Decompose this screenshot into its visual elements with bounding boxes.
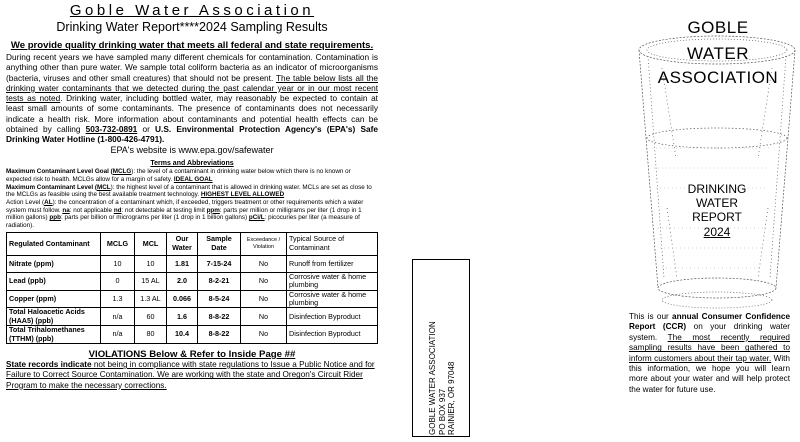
- org-title: Goble Water Association: [69, 2, 315, 19]
- cell-our-water: 0.066: [167, 290, 198, 308]
- col-header: MCLG: [101, 232, 135, 255]
- cell-violation: No: [241, 326, 287, 344]
- ccr-paragraph: This is our annual Consumer Confidence Report (CCR) on your drinking water system. The most recently required sampling results have been gathered to inform customers about their tap water. With this information, we hope you will learn more about your water and will help protect the water for future use.: [629, 312, 791, 394]
- cell-mclg: 1.3: [101, 290, 135, 308]
- mclg-definition: Maximum Contaminant Level Goal (MCLG): the level of a contaminant in drinking water below which there is no known or expected risk to health. MCLGs allow for a margin of safety. IDEAL GOAL: [6, 168, 351, 183]
- table-row: [7, 272, 378, 290]
- report-left-panel: [6, 2, 378, 391]
- table-row: [7, 326, 378, 344]
- epa-hotline: U.S. Environmental Protection Agency's (EPA's) Safe Drinking Water Hotline (1-800-426-4791).: [6, 124, 378, 145]
- quality-heading: We provide quality drinking water that meets all federal and state requirements.: [10, 40, 374, 51]
- address-line-2: PO BOX 937: [437, 388, 447, 435]
- col-header: Sample Date: [198, 232, 241, 255]
- cell-source: Disinfection Byproduct: [287, 308, 378, 326]
- intro-paragraph: During recent years we have sampled many different chemicals for contamination. Contamination is anything other than pure water. We sample total coliform bacteria as an indicator of microorganisms (bacteria, viruses and other small creatures) that should not be present. The table below lists all the drinking water contaminants that we detected during the past calendar year or in our most recent tests as noted. Drinking water, including bottled water, may reasonably be expected to contain at least small amounts of some contaminants. The presence of contaminants does not necessarily indicate a health risk. More information about contaminants and potential health effects can be obtained by calling 503-732-0891 or U.S. Environmental Protection Agency's (EPA's) Safe Drinking Water Hotline (1-800-426-4791).: [6, 52, 378, 145]
- cell-mcl: 10: [135, 255, 167, 272]
- cell-source: Corrosive water & home plumbing: [287, 290, 378, 308]
- results-table: [6, 232, 378, 344]
- mcl-definition: Maximum Contaminant Level (MCL): the highest level of a contaminant that is allowed in drinking water. MCLs are set as close to the MCLGs as feasible using the best available treatment technology. HIGHEST LEVEL ALLOWED: [6, 183, 372, 199]
- cell-violation: No: [241, 272, 287, 290]
- cell-contaminant: Total Haloacetic Acids (HAA5) (ppb): [7, 308, 101, 326]
- cell-contaminant: Copper (ppm): [7, 290, 101, 308]
- return-address: [428, 263, 457, 435]
- cell-sample-date: 8-5-24: [198, 290, 241, 308]
- table-row: [7, 308, 378, 326]
- col-header: Typical Source of Contaminant: [287, 232, 378, 255]
- cell-mclg: 0: [101, 272, 135, 290]
- cell-our-water: 1.81: [167, 255, 198, 272]
- col-header: Exceedance / Violation: [241, 232, 287, 255]
- cell-mcl: 80: [135, 326, 167, 344]
- cell-mclg: 10: [101, 255, 135, 272]
- cell-our-water: 1.6: [167, 308, 198, 326]
- cover-title-line-1: GOBLE: [687, 18, 749, 37]
- table-row: [7, 290, 378, 308]
- cell-our-water: 10.4: [167, 326, 198, 344]
- cover-panel: [612, 0, 800, 442]
- table-row: [7, 255, 378, 272]
- cell-sample-date: 8-2-21: [198, 272, 241, 290]
- cell-source: Corrosive water & home plumbing: [287, 272, 378, 290]
- cell-contaminant: Nitrate (ppm): [7, 255, 101, 272]
- cell-violation: No: [241, 290, 287, 308]
- cell-mcl: 15 AL: [135, 272, 167, 290]
- violations-title: VIOLATIONS Below & Refer to Inside Page ##: [88, 349, 296, 361]
- cover-title-line-3: ASSOCIATION: [657, 68, 779, 87]
- terms-title: Terms and Abbreviations: [150, 160, 234, 168]
- al-definition: Action Level (AL): the concentration of a contaminant which, if exceeded, triggers treatment or other requirements which a water system must follow. na: not applicable nd: not detectable at testing limit ppm: parts per million or milligrams per liter (1 drop in 1 million gallons) ppb: parts per billion or micrograms per liter (1 drop in 1 billion gallons) pCi/L: picocuries per liter (a measure of radiation).: [6, 198, 364, 230]
- cell-contaminant: Total Trihalomethanes (TTHM) (ppb): [7, 326, 101, 344]
- col-header: Regulated Contaminant: [7, 232, 101, 255]
- cell-source: Disinfection Byproduct: [287, 326, 378, 344]
- mailing-address-box: [412, 259, 470, 437]
- cell-our-water: 2.0: [167, 272, 198, 290]
- cell-violation: No: [241, 255, 287, 272]
- col-header: Our Water: [167, 232, 198, 255]
- cell-mclg: n/a: [101, 326, 135, 344]
- epa-website: EPA's website is www.epa.gov/safewater: [110, 144, 274, 155]
- cell-sample-date: 8-8-22: [198, 308, 241, 326]
- report-subtitle: Drinking Water Report****2024 Sampling Results: [56, 20, 328, 34]
- address-line-3: RAINIER, OR 97048: [446, 361, 456, 435]
- violations-text: State records indicate not being in compliance with state regulations to Issue a Public Notice and for Failure to Correct Source Contamination. We are working with the state and Oregon's Circuit Rider Program to make the necessary corrections.: [6, 360, 375, 390]
- cell-source: Runoff from fertilizer: [287, 255, 378, 272]
- cell-mclg: n/a: [101, 308, 135, 326]
- cell-contaminant: Lead (ppb): [7, 272, 101, 290]
- address-line-1: GOBLE WATER ASSOCIATION: [427, 321, 437, 435]
- cover-title-line-2: WATER: [687, 44, 749, 63]
- terms-definitions: [6, 168, 378, 230]
- col-header: MCL: [135, 232, 167, 255]
- cover-year: 2024: [703, 224, 731, 239]
- cell-mcl: 1.3 AL: [135, 290, 167, 308]
- cover-subtitle: DRINKING WATER REPORT 2024: [667, 182, 767, 239]
- cell-mcl: 60: [135, 308, 167, 326]
- table-header-row: [7, 232, 378, 255]
- cell-violation: No: [241, 308, 287, 326]
- cell-sample-date: 8-8-22: [198, 326, 241, 344]
- phone-number: 503-732-0891: [85, 124, 138, 135]
- cell-sample-date: 7-15-24: [198, 255, 241, 272]
